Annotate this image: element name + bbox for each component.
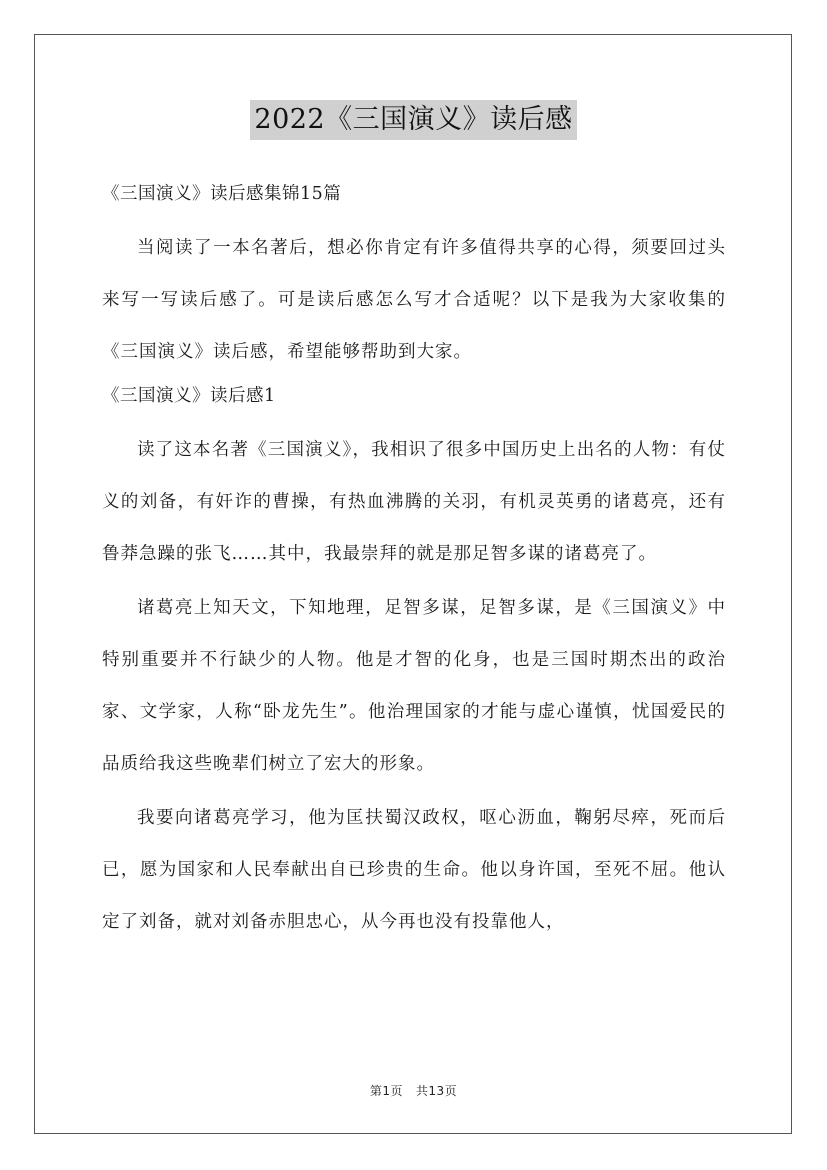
document-body — [102, 176, 726, 948]
collection-heading: 《三国演义》读后感集锦15篇 — [102, 184, 342, 204]
page-footer — [0, 1082, 827, 1099]
page-number: 第1页 共13页 — [369, 1084, 458, 1098]
body-paragraph: 读了这本名著《三国演义》，我相识了很多中国历史上出名的人物：有仗义的刘备，有奸诈的曹操，有热血沸腾的关羽，有机灵英勇的诸葛亮，还有鲁莽急躁的张飞……其中，我最崇拜的就是那足智多谋的诸葛亮了。 — [102, 440, 726, 564]
document-title: 2022《三国演义》读后感 — [250, 100, 576, 140]
title-container — [0, 100, 827, 140]
body-paragraph: 诸葛亮上知天文，下知地理，足智多谋，足智多谋，是《三国演义》中特别重要并不行缺少的人物。他是才智的化身，也是三国时期杰出的政治家、文学家，人称“卧龙先生”。他治理国家的才能与虚心谨慎，忧国爱民的品质给我这些晚辈们树立了宏大的形象。 — [102, 598, 726, 774]
section-heading: 《三国演义》读后感1 — [102, 386, 276, 406]
intro-paragraph: 当阅读了一本名著后，想必你肯定有许多值得共享的心得，须要回过头来写一写读后感了。可是读后感怎么写才合适呢？以下是我为大家收集的《三国演义》读后感，希望能够帮助到大家。 — [102, 238, 726, 362]
body-paragraph: 我要向诸葛亮学习，他为匡扶蜀汉政权，呕心沥血，鞠躬尽瘁，死而后已，愿为国家和人民奉献出自已珍贵的生命。他以身许国，至死不屈。他认定了刘备，就对刘备赤胆忠心，从今再也没有投靠他人， — [102, 808, 726, 932]
